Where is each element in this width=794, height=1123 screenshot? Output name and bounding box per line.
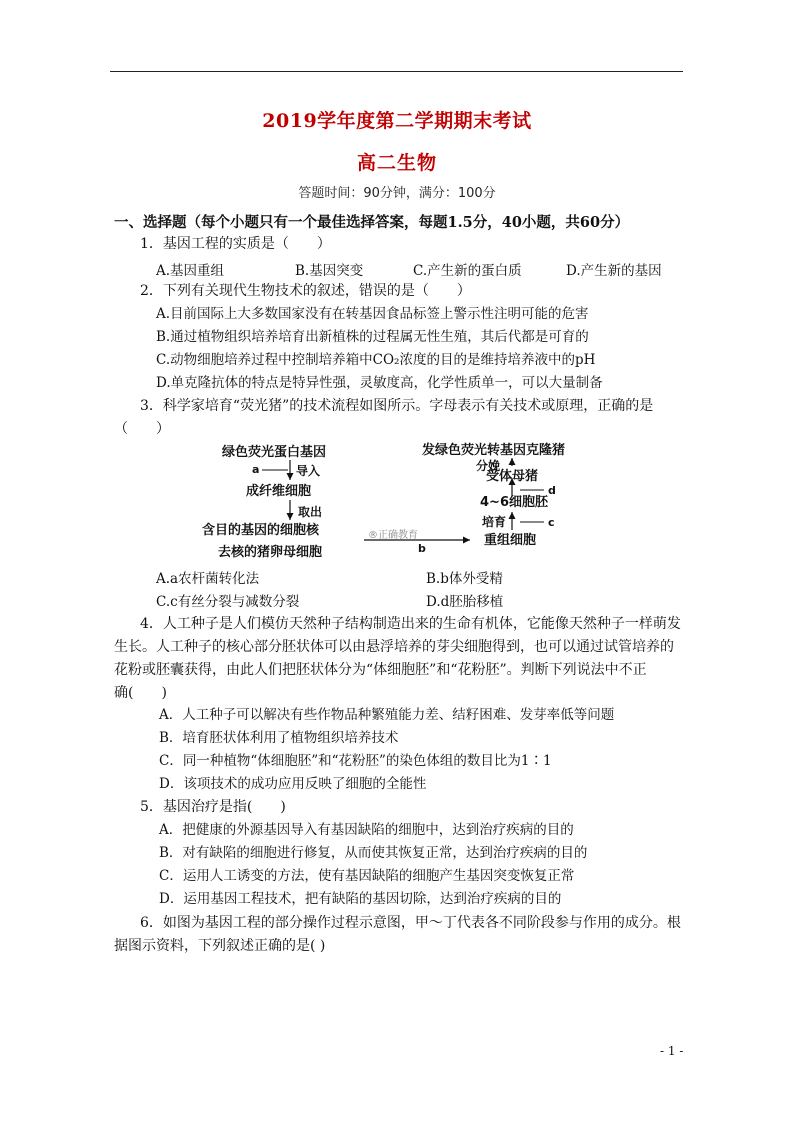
q1-option-c: C.产生新的蛋白质	[413, 263, 522, 279]
diagram-watermark: ®正确教育	[368, 530, 418, 541]
diagram-recombinant: 重组细胞	[484, 533, 537, 548]
q4-line3: 花粉或胚囊获得，由此人们把胚状体分为“体细胞胚”和“花粉胚”。判断下列说法中不正	[114, 662, 647, 678]
q1-option-a: A.基因重组	[156, 263, 225, 279]
diagram-embryo: 4~6细胞胚	[480, 495, 548, 510]
diagram-culture: 培育	[482, 515, 507, 529]
diagram-import: 导入	[296, 464, 321, 478]
q2-option-d: D.单克隆抗体的特点是特异性强，灵敏度高，化学性质单一，可以大量制备	[156, 375, 603, 391]
diagram-label-a: a	[252, 463, 260, 476]
q5-option-c: C．运用人工诱变的方法，使有基因缺陷的细胞产生基因突变恢复正常	[159, 868, 575, 884]
diagram-mother: 受体母猪	[486, 469, 539, 484]
exam-subject: 高二生物	[356, 152, 437, 174]
q5-option-d: D．运用基因工程技术，把有缺陷的基因切除，达到治疗疾病的目的	[159, 891, 562, 907]
page-number: - 1 -	[660, 1044, 684, 1058]
diagram-pig: 发绿色荧光转基因克隆猪	[422, 443, 566, 458]
q4-line4: 确( )	[114, 685, 167, 701]
q3-flow-diagram	[200, 440, 620, 562]
q3-stem-paren: （ ）	[114, 421, 170, 437]
exam-title: 2019学年度第二学期期末考试	[262, 110, 532, 132]
diagram-gene: 绿色荧光蛋白基因	[222, 445, 327, 460]
q3-option-b: B.b体外受精	[426, 571, 503, 587]
q2-stem: 2．下列有关现代生物技术的叙述，错误的是（ ）	[140, 283, 471, 299]
q3-stem: 3．科学家培育“荧光猪”的技术流程如图所示。字母表示有关技术或原理，正确的是	[140, 398, 654, 414]
diagram-nucleus: 含目的基因的细胞核	[202, 523, 320, 538]
q4-option-d: D．该项技术的成功应用反映了细胞的全能性	[159, 776, 427, 792]
q5-option-b: B．对有缺陷的细胞进行修复，从而使其恢复正常，达到治疗疾病的目的	[159, 845, 588, 861]
q1-option-b: B.基因突变	[295, 263, 364, 279]
header-rule	[110, 71, 683, 72]
q4-option-a: A．人工种子可以解决有些作物品种繁殖能力差、结籽困难、发芽率低等问题	[159, 707, 615, 723]
diagram-birth: 分娩	[476, 459, 501, 473]
diagram-fibroblast: 成纤维细胞	[246, 484, 312, 499]
q4-line2: 生长。人工种子的核心部分胚状体可以由悬浮培养的芽尖细胞得到，也可以通过试管培养的	[114, 639, 674, 655]
q3-option-c: C.c有丝分裂与减数分裂	[156, 594, 300, 610]
q5-stem: 5．基因治疗是指( )	[140, 799, 286, 815]
q2-option-b: B.通过植物组织培养培育出新植株的过程属无性生殖，其后代都是可育的	[156, 329, 589, 345]
diagram-extract: 取出	[298, 505, 323, 519]
diagram-egg: 去核的猪卵母细胞	[218, 545, 323, 560]
diagram-label-c: c	[548, 516, 555, 529]
q1-stem: 1．基因工程的实质是（ ）	[140, 236, 331, 252]
section-heading: 一、选择题（每个小题只有一个最佳选择答案，每题1.5分，40小题，共60分）	[114, 214, 630, 231]
q4-line1: 4．人工种子是人们模仿天然种子结构制造出来的生命有机体，它能像天然种子一样萌发	[140, 616, 681, 632]
q2-option-c: C.动物细胞培养过程中控制培养箱中CO₂浓度的目的是维持培养液中的pH	[156, 352, 596, 368]
q5-option-a: A．把健康的外源基因导入有基因缺陷的细胞中，达到治疗疾病的目的	[159, 822, 574, 838]
q3-option-d: D.d胚胎移植	[426, 594, 504, 610]
q6-line2: 据图示资料，下列叙述正确的是( )	[114, 938, 326, 954]
q3-option-a: A.a农杆菌转化法	[156, 571, 260, 587]
q1-option-d: D.产生新的基因	[566, 263, 662, 279]
exam-time-info: 答题时间：90分钟，满分：100分	[298, 186, 496, 201]
diagram-label-b: b	[418, 542, 426, 555]
q2-option-a: A.目前国际上大多数国家没有在转基因食品标签上警示性注明可能的危害	[156, 306, 589, 322]
diagram-label-d: d	[548, 484, 556, 497]
q4-option-b: B．培育胚状体利用了植物组织培养技术	[159, 730, 399, 746]
q6-line1: 6．如图为基因工程的部分操作过程示意图，甲～丁代表各不同阶段参与作用的成分。根	[140, 915, 681, 931]
q4-option-c: C．同一种植物“体细胞胚”和“花粉胚”的染色体组的数目比为1∶1	[159, 753, 552, 769]
